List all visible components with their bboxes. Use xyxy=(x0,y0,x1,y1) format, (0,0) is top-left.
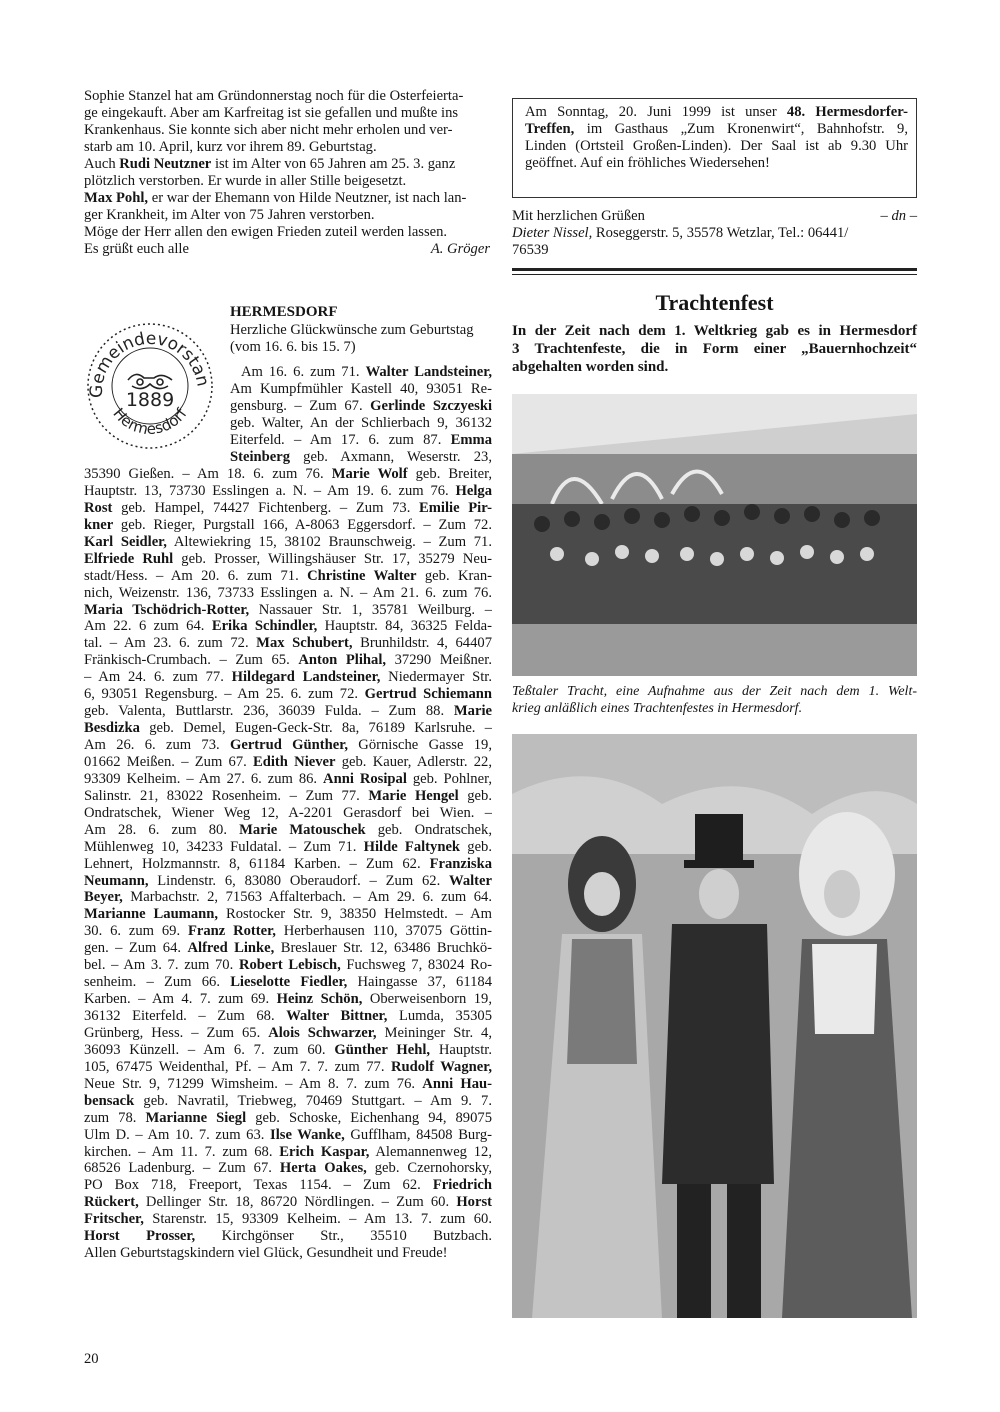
text-run: Meininger Str. 4, xyxy=(376,1024,492,1041)
text-line xyxy=(84,1127,492,1144)
text-line xyxy=(84,940,492,957)
person-name: Hildegard Landsteiner, xyxy=(231,669,381,686)
text-run: – Am 24. 6. zum 77. xyxy=(84,669,232,686)
text-run: Salinstr. 21, 83022 Rosenheim. – Zum 77. xyxy=(84,787,369,804)
text-run: 30. 6. zum 69. xyxy=(84,923,188,940)
text-run: Niedermayer Str. xyxy=(380,669,492,686)
text-run: Alemannenweg 12, xyxy=(369,1143,492,1160)
text-line xyxy=(84,1093,492,1110)
person-name: Fritscher, xyxy=(84,1211,144,1228)
text-run: geb. Hampel, 74427 Fichtenberg. – Zum 73. xyxy=(112,499,420,516)
text-run: Dellinger Str. 18, 86720 Nördlingen. – Zum 60. xyxy=(138,1194,457,1211)
text-run: Neue Str. 9, 71299 Wimsheim. – Am 8. 7. zum 76. xyxy=(84,1075,423,1092)
text-line xyxy=(84,889,492,906)
text-run: 6, 93051 Regensburg. – Am 25. 6. zum 72. xyxy=(84,686,365,703)
text-line xyxy=(84,1076,492,1093)
person-name: Marie Hengel xyxy=(368,787,459,804)
text-line xyxy=(84,720,492,737)
person-name: Karl Seidler, xyxy=(84,533,167,550)
costume-portrait-photo xyxy=(512,734,917,1318)
text-run: 93309 Kelheim. – Am 27. 6. zum 86. xyxy=(84,770,324,787)
text-run: 35390 Gießen. – Am 18. 6. zum 76. xyxy=(84,466,332,482)
person-name: Besdizka xyxy=(84,720,140,737)
article-title: Trachtenfest xyxy=(655,290,774,315)
person-name: Günther Hehl, xyxy=(334,1041,431,1058)
text-line xyxy=(230,398,492,415)
text-line xyxy=(84,1228,492,1245)
text-run: geb. Navratil, Triebweg, 70469 Stuttgart. – Am 9. 7. xyxy=(134,1092,492,1109)
person-name: Franz Rotter, xyxy=(187,923,276,940)
text-run: Gufflham, 84508 Burg- xyxy=(344,1126,492,1143)
text-line xyxy=(84,1144,492,1161)
text-run: Nassauer Str. 1, 35781 Weilburg. – xyxy=(249,601,492,618)
text-run: geb. Prosser, Willingshäuser Str. 17, 35279 Neu- xyxy=(173,550,492,567)
gemeindevorstand-seal xyxy=(84,320,216,452)
text-run: Mühlenweg 10, 34233 Fuldatal. – Zum 71. xyxy=(84,838,364,855)
text-run: Lehnert, Holzmannstr. 8, 61184 Karben. – Zum 62. xyxy=(84,855,430,872)
person-name: Hilde Faltynek xyxy=(363,838,461,855)
text-line xyxy=(84,1194,492,1211)
text-line xyxy=(84,686,492,703)
text-run: Eiterfeld. – Am 17. 6. zum 87. xyxy=(230,431,451,448)
text-line xyxy=(84,1110,492,1127)
person-name: Elfriede Ruhl xyxy=(84,550,174,567)
text-line xyxy=(84,585,492,602)
signature: A. Gröger xyxy=(430,240,490,257)
text-run: geb. Kauer, Adlerstr. 22, xyxy=(335,753,492,770)
text-run: PO Box 718, Freeport, Texas 1154. – Zum 62. xyxy=(84,1177,433,1194)
person-name: Max Schubert, xyxy=(256,635,353,652)
text-run: Herberhausen 110, 37075 Göttin- xyxy=(275,923,492,940)
author-name: Dieter Nissel, xyxy=(512,224,593,241)
person-name: Christine Walter xyxy=(307,567,417,584)
text-line xyxy=(84,1160,492,1177)
text-line xyxy=(84,991,492,1008)
text-line xyxy=(84,754,492,771)
person-name: Friedrich xyxy=(432,1177,492,1194)
seal-bottom-text: Hermesdorf xyxy=(109,404,191,439)
person-name: Walter Bittner, xyxy=(286,1008,388,1024)
text-line xyxy=(84,618,492,635)
seal-year: 1889 xyxy=(125,389,175,411)
text-run: senheim. – Zum 66. xyxy=(84,974,231,991)
text-line xyxy=(84,856,492,873)
text-line xyxy=(230,432,492,449)
text-run: Lumda, 35305 xyxy=(387,1008,492,1024)
text-run: Am Sonntag, 20. Juni 1999 ist unser xyxy=(525,104,787,120)
person-name: Horst xyxy=(456,1194,492,1211)
person-name: Robert Lebisch, xyxy=(238,957,341,974)
text-run: geb. Valenta, Buttlarstr. 236, 36039 Fulda. – Zum 88. xyxy=(84,703,454,720)
text-run: Lindenstr. 6, 83080 Oberaudorf. – Zum 62. xyxy=(148,872,450,889)
text-run: geb. Czernohorsky, xyxy=(366,1160,492,1177)
person-name: 48. Hermesdorfer- xyxy=(786,104,908,120)
text-run: Grünberg, Hess. – Zum 65. xyxy=(84,1024,269,1041)
person-name: Walter Landsteiner, xyxy=(365,364,492,380)
text-run: zum 78. xyxy=(84,1109,146,1126)
person-name: Beyer, xyxy=(84,889,123,906)
person-name: Marie xyxy=(453,703,492,720)
person-name: Rost xyxy=(84,499,113,516)
text-line xyxy=(84,1008,492,1025)
text-line xyxy=(84,1025,492,1042)
person-name: Rudi Neutzner xyxy=(119,155,212,172)
person-name: Marianne Siegl xyxy=(145,1109,247,1126)
text-run: geb. Axmann, Weserstr. 23, xyxy=(290,448,492,465)
text-line xyxy=(84,551,492,568)
text-run: tal. – Am 23. 6. zum 72. xyxy=(84,635,257,652)
text-run: stadt/Hess. – Am 20. 6. zum 71. xyxy=(84,567,308,584)
text-line xyxy=(84,652,492,669)
person-name: Edith Niever xyxy=(253,753,336,770)
text-run: geb. xyxy=(460,838,492,855)
person-name: Marie Wolf xyxy=(331,466,408,482)
text-line xyxy=(84,839,492,856)
page-number: 20 xyxy=(84,1351,99,1367)
meeting-notice-box xyxy=(512,98,917,198)
person-name: Maria Tschödrich-Rotter, xyxy=(84,601,250,618)
text-line xyxy=(525,138,908,155)
text-run: gensburg. – Zum 67. xyxy=(230,397,371,414)
person-name: Marie Matouschek xyxy=(239,821,366,838)
text-run: geb. Pohlner, xyxy=(406,770,492,787)
birthday-list-narrow xyxy=(230,364,492,466)
text-line xyxy=(84,906,492,923)
text-run: Altewiekring 15, 38102 Braunschweig. – Zum 71. xyxy=(166,533,492,550)
text-line xyxy=(84,534,492,551)
text-run: Brunhildstr. 4, 64407 xyxy=(352,635,492,652)
person-name: Erich Kaspar, xyxy=(279,1143,370,1160)
person-name: Gertrud Schiemann xyxy=(364,686,492,703)
text-line xyxy=(84,602,492,619)
text-line xyxy=(84,923,492,940)
person-name: Anton Plihal, xyxy=(298,652,387,669)
person-name: Walter xyxy=(449,872,492,889)
person-name: Alois Schwarzer, xyxy=(268,1024,377,1041)
text-line xyxy=(230,449,492,466)
person-name: Emilie Pir- xyxy=(419,499,492,516)
text-run: Marbachstr. 2, 71563 Affalterbach. – Am 29. 6. zum 64. xyxy=(122,889,492,906)
divider xyxy=(512,268,917,271)
text-line xyxy=(84,1059,492,1076)
greeting-block: Mit herzlichen Grüßen – dn – Dieter Nissel, Roseggerstr. 5, 35578 Wetzlar, Tel.: 06441/ 76539 xyxy=(512,208,917,258)
text-run: Ulm D. – Am 10. 7. zum 63. xyxy=(84,1126,271,1143)
text-run: geb. Rieger, Purgstall 166, A-8063 Eggersdorf. – Zum 72. xyxy=(113,516,492,533)
text-run: geb. xyxy=(458,787,492,804)
text-line xyxy=(84,466,492,483)
text-run: Am 26. 6. zum 73. xyxy=(84,737,230,753)
text-run: 68526 Ladenburg. – Zum 67. xyxy=(84,1160,280,1177)
text-run: Kirchgönser Str., 35510 Butzbach. xyxy=(195,1228,492,1245)
text-run: Haingasse 37, 61184 xyxy=(347,974,492,991)
text-line xyxy=(84,703,492,720)
text-line xyxy=(84,771,492,788)
text-line xyxy=(84,1211,492,1228)
text-run: 36132 Eiterfeld. – Zum 68. xyxy=(84,1008,287,1024)
text-line xyxy=(84,974,492,991)
text-run: Hauptstr. 84, 36325 Felda- xyxy=(317,618,492,635)
person-name: bensack xyxy=(84,1092,135,1109)
text-line xyxy=(84,1177,492,1194)
text-run: 37290 Meißner. xyxy=(386,652,492,669)
birthday-intro: Herzliche Glückwünsche zum Geburtstag (vom 16. 6. bis 15. 7) xyxy=(230,322,474,355)
birthday-list xyxy=(84,466,492,1262)
text-run: Am 16. 6. zum 71. xyxy=(241,364,366,380)
person-name: Gerlinde Szczyeski xyxy=(370,397,492,414)
text-run: Hauptstr. 13, 73730 Esslingen a. N. – Am 19. 6. zum 76. xyxy=(84,482,456,499)
text-line xyxy=(84,517,492,534)
text-line xyxy=(84,805,492,822)
text-line xyxy=(525,155,908,172)
text-run: Starenstr. 15, 93309 Kelheim. – Am 13. 7. zum 60. xyxy=(143,1211,492,1228)
person-name: Franziska xyxy=(429,855,492,872)
obituaries-section xyxy=(84,88,492,258)
text-run: geb. Ondratschek, xyxy=(365,821,492,838)
obituary-paragraph: Sophie Stanzel hat am Gründonnerstag noch für die Osterfeierta- ge eingekauft. Aber am Karfreitag ist sie gefallen und mußte ins Krankenhaus. Sie konnte sich aber nicht mehr erholen und ver- starb am 10. April, kurz vor ihrem 89. Geburtstag. Auch Rudi Neutzner ist im Alter von 65 Jahren am 25. 3. ganz plötzlich verstorben. Er wurde in aller Stille beigesetzt. Max Pohl, er war der Ehemann von Hilde Neutzner, ist nach lan- ger Krankheit, im Alter von 75 Jahren verstorben. Möge der Herr allen den ewigen Frieden zuteil werden lassen. xyxy=(84,88,467,240)
text-run: geb. Breiter, xyxy=(407,466,492,482)
person-name: Anni Rosipal xyxy=(323,770,407,787)
text-run: geb. Demel, Eugen-Geck-Str. 8a, 76189 Karlsruhe. – xyxy=(139,720,492,737)
text-line xyxy=(84,1245,492,1262)
text-run: nich, Weizenstr. 136, 73733 Esslingen a. N. – Am 21. 6. zum 76. xyxy=(84,584,492,601)
group-photo xyxy=(512,394,917,676)
text-run: im Gasthaus „Zum Kronenwirt“, Bahnhofstr. 9, xyxy=(574,120,908,137)
text-line xyxy=(84,568,492,585)
text-run: Hauptstr. xyxy=(430,1041,492,1058)
person-name: Lieselotte Fiedler, xyxy=(230,974,348,991)
article-lead: In der Zeit nach dem 1. Weltkrieg gab es in Hermesdorf 3 Trachtenfeste, die in Form einer „Bauernhochzeit“ abgehalten worden sind. xyxy=(512,323,917,375)
person-name: Marianne Laumann, xyxy=(84,906,219,923)
text-run: Fuchsweg 7, 83024 Ro- xyxy=(340,957,492,974)
initials: – dn – xyxy=(880,208,917,224)
text-run: geb. Walter, An der Schlierbach 9, 36132 xyxy=(230,414,492,431)
text-line xyxy=(230,415,492,432)
text-run: Linden (Ortsteil Großen-Linden). Der Saal ist ab 9.30 Uhr xyxy=(525,137,908,154)
text-run: kirchen. – Am 11. 7. zum 68. xyxy=(84,1143,280,1160)
person-name: Horst Prosser, xyxy=(84,1228,196,1245)
text-run: 01662 Meißen. – Zum 67. xyxy=(84,753,254,770)
text-run: 36093 Künzell. – Am 6. 7. zum 60. xyxy=(84,1041,335,1058)
text-run: Am 28. 6. zum 80. xyxy=(84,821,240,838)
person-name: Heinz Schön, xyxy=(276,991,363,1008)
person-name: Steinberg xyxy=(230,448,290,465)
text-run: 105, 67475 Weidenthal, Pf. – Am 7. 7. zum 77. xyxy=(84,1058,391,1075)
text-run: Allen Geburtstagskindern viel Glück, Gesundheit und Freude! xyxy=(84,1245,448,1262)
text-line xyxy=(525,104,908,121)
person-name: Alfred Linke, xyxy=(187,940,275,957)
signature-line: Es grüßt euch alle A. Gröger xyxy=(84,240,490,257)
divider xyxy=(512,274,917,275)
person-name: Treffen, xyxy=(525,120,575,137)
text-run: Görnische Gasse 19, xyxy=(348,737,492,753)
text-run: Breslauer Str. 12, 63486 Bruchkö- xyxy=(274,940,492,957)
text-run: Ondratschek, Wiener Weg 12, A-2201 Gerasdorf bei Wien. – xyxy=(84,804,492,821)
text-run: gen. – Zum 64. xyxy=(84,940,188,957)
text-run: Karben. – Am 4. 7. zum 69. xyxy=(84,991,277,1008)
person-name: Ilse Wanke, xyxy=(270,1126,345,1143)
person-name: Herta Oakes, xyxy=(279,1160,367,1177)
text-run: Oberweisenborn 19, xyxy=(362,991,492,1008)
text-line xyxy=(84,500,492,517)
photo-caption: Teßtaler Tracht, eine Aufnahme aus der Zeit nach dem 1. Welt- krieg anläßlich eines Trachtenfestes in Hermesdorf. xyxy=(512,684,917,716)
person-name: Helga xyxy=(455,482,492,499)
text-run: geöffnet. Auf ein fröhliches Wiedersehen! xyxy=(525,154,770,171)
text-line xyxy=(84,822,492,839)
text-run: geb. Kran- xyxy=(416,567,492,584)
text-run: Am Kumpfmühler Kastell 40, 93051 Re- xyxy=(230,380,492,397)
person-name: Max Pohl, xyxy=(84,189,149,206)
person-name: Erika Schindler, xyxy=(211,618,318,635)
text-line xyxy=(84,957,492,974)
text-run: bel. – Am 3. 7. zum 70. xyxy=(84,957,239,974)
text-line xyxy=(84,635,492,652)
section-heading: HERMESDORF xyxy=(230,304,338,320)
person-name: Neumann, xyxy=(84,872,149,889)
text-line xyxy=(84,1042,492,1059)
person-name: Rudolf Wagner, xyxy=(391,1058,492,1075)
text-line xyxy=(230,381,492,398)
text-run: Rostocker Str. 9, 38350 Helmstedt. – Am xyxy=(218,906,492,923)
person-name: Anni Hau- xyxy=(422,1075,492,1092)
handshake-icon xyxy=(128,374,172,388)
text-line xyxy=(84,737,492,754)
text-line xyxy=(84,483,492,500)
text-line xyxy=(84,788,492,805)
text-line xyxy=(525,121,908,138)
text-line xyxy=(230,364,492,381)
seal-arc-text: Gemeindevorstan xyxy=(86,328,213,399)
text-run: Fränkisch-Crumbach. – Zum 65. xyxy=(84,652,299,669)
person-name: Rückert, xyxy=(84,1194,139,1211)
text-run: geb. Schoske, Eichenhang 94, 89075 xyxy=(246,1109,492,1126)
text-line xyxy=(84,669,492,686)
text-run: Am 22. 6 zum 64. xyxy=(84,618,212,635)
person-name: Gertrud Günther, xyxy=(229,737,348,753)
person-name: kner xyxy=(84,516,114,533)
person-name: Emma xyxy=(450,431,492,448)
text-line xyxy=(84,873,492,890)
